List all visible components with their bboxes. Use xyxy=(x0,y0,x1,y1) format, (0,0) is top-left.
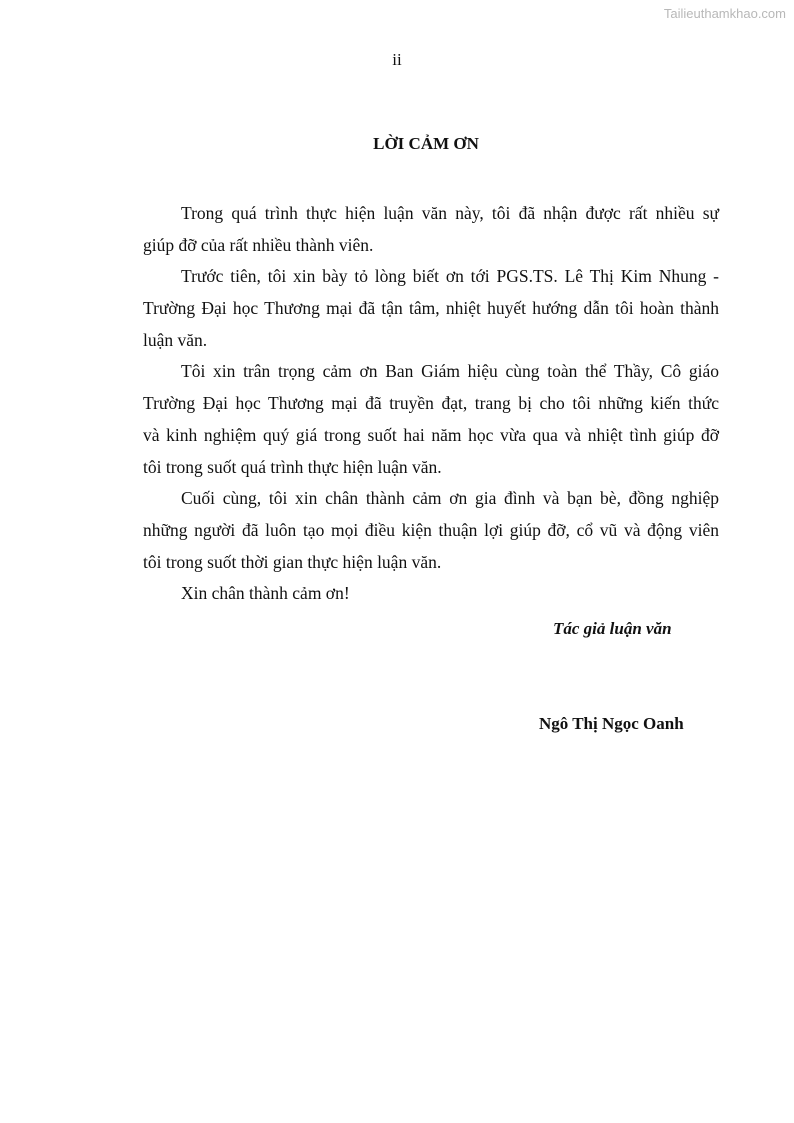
text-line: những người đã luôn tạo mọi điều kiện thuận lợi giúp đỡ, cổ vũ và động viên xyxy=(143,519,719,540)
text-line: tôi trong suốt thời gian thực hiện luận văn. xyxy=(143,551,442,572)
paragraph xyxy=(143,578,719,610)
text-line: Trường Đại học Thương mại đã tận tâm, nhiệt huyết hướng dẫn tôi hoàn thành xyxy=(143,298,719,319)
page-number: ii xyxy=(392,50,402,69)
paragraph xyxy=(143,261,719,356)
paragraph xyxy=(143,198,719,261)
text-line: và kinh nghiệm quý giá trong suốt hai năm học vừa qua và nhiệt tình giúp đỡ xyxy=(143,424,719,445)
paragraph xyxy=(143,356,719,483)
text-line: Trường Đại học Thương mại đã truyền đạt, trang bị cho tôi những kiến thức xyxy=(143,393,719,414)
page-title: LỜI CẢM ƠN xyxy=(373,134,479,153)
signature-name: Ngô Thị Ngọc Oanh xyxy=(539,714,684,733)
body-text xyxy=(143,198,719,610)
paragraph xyxy=(143,483,719,578)
watermark: Tailieuthamkhao.com xyxy=(663,6,786,21)
text-line: Trước tiên, tôi xin bày tỏ lòng biết ơn tới PGS.TS. Lê Thị Kim Nhung - xyxy=(181,266,719,287)
text-line: Cuối cùng, tôi xin chân thành cảm ơn gia đình và bạn bè, đồng nghiệp xyxy=(181,488,719,509)
text-line: Trong quá trình thực hiện luận văn này, tôi đã nhận được rất nhiều sự xyxy=(181,203,719,223)
text-line: Tôi xin trân trọng cảm ơn Ban Giám hiệu cùng toàn thể Thầy, Cô giáo xyxy=(181,361,719,382)
text-line: giúp đỡ của rất nhiều thành viên. xyxy=(143,234,374,255)
text-line: Xin chân thành cảm ơn! xyxy=(181,583,350,604)
signature-role: Tác giả luận văn xyxy=(553,619,672,638)
text-line: tôi trong suốt quá trình thực hiện luận văn. xyxy=(143,456,442,477)
text-line: luận văn. xyxy=(143,329,208,350)
